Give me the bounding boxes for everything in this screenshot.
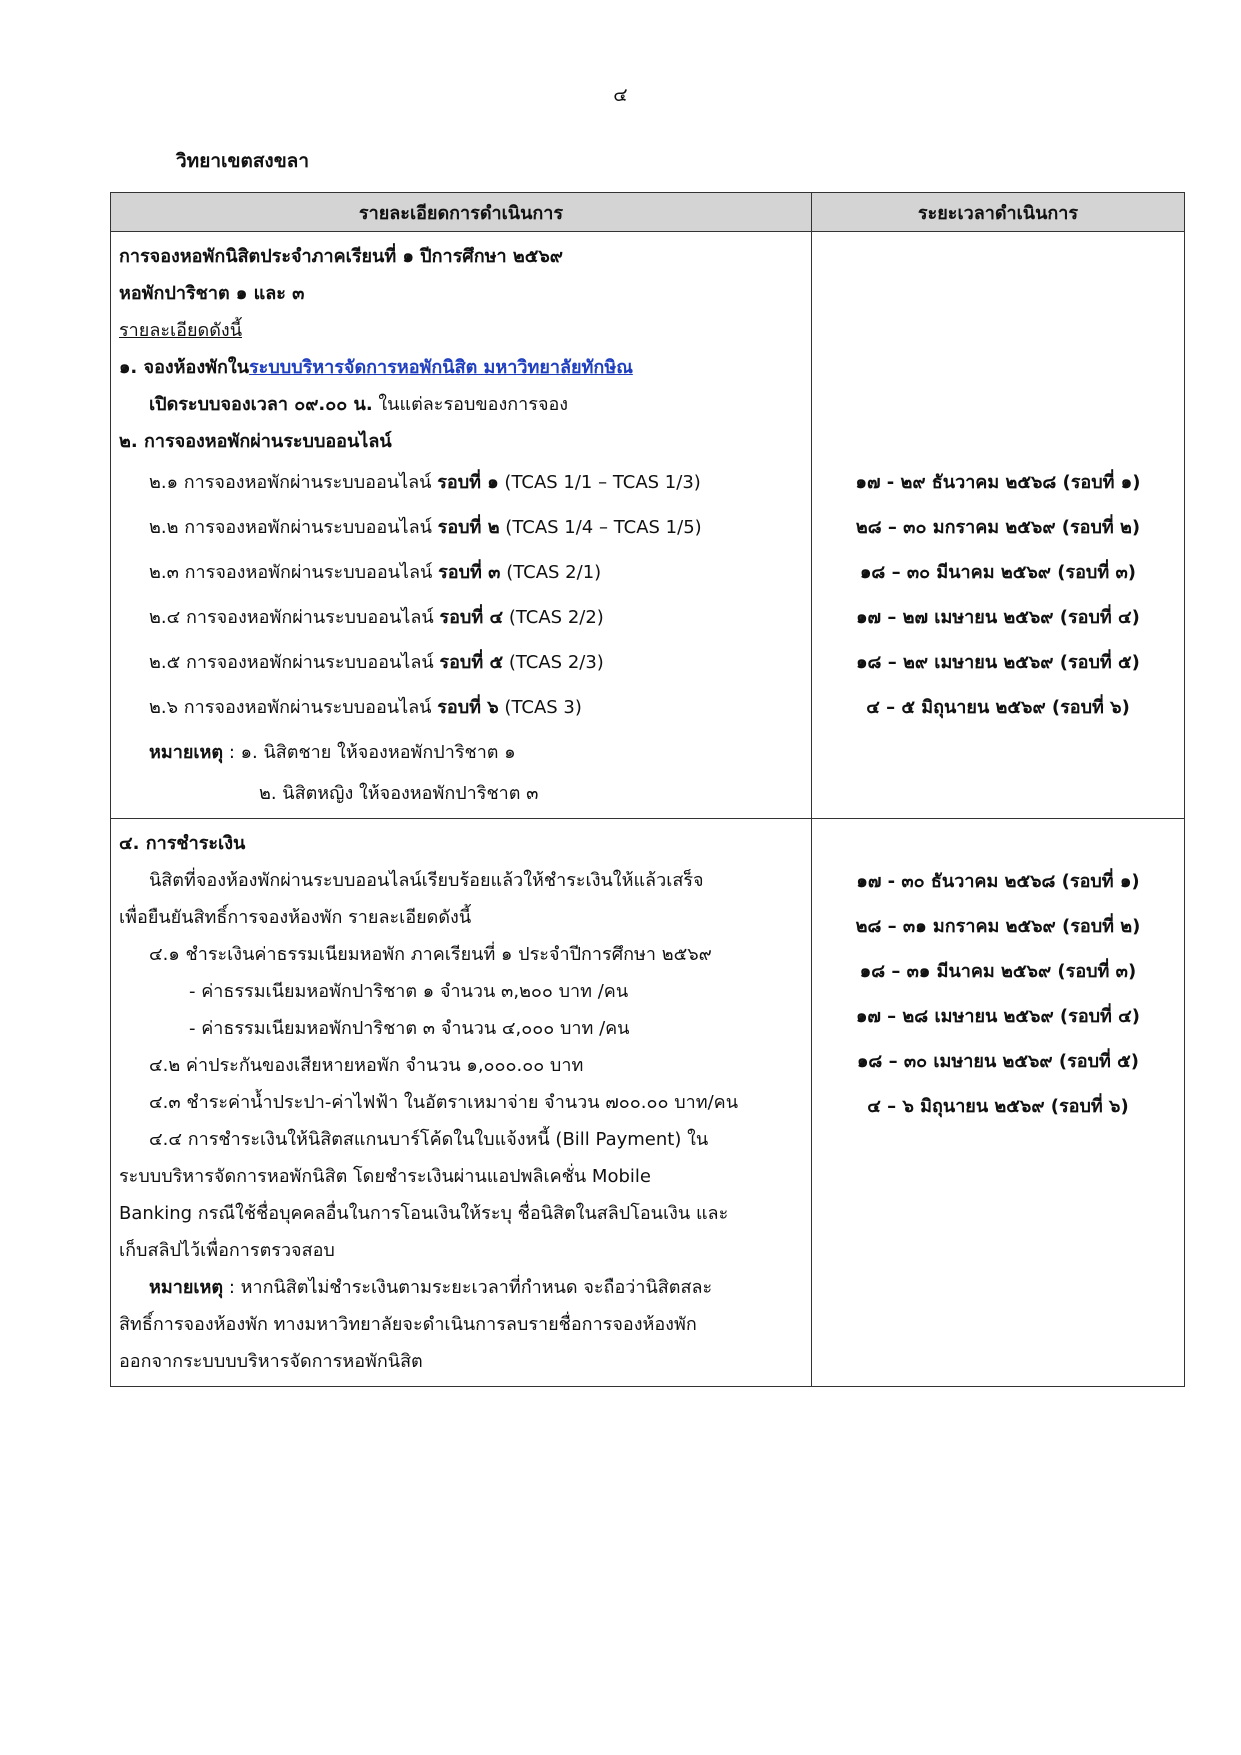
payment-4-1: ๔.๑ ชำระเงินค่าธรรมเนียมหอพัก ภาคเรียนที่ ๑ ประจำปีการศึกษา ๒๕๖๙ (149, 944, 712, 965)
note-2: ๒. นิสิตหญิง ให้จองหอพักปาริชาต ๓ (259, 783, 539, 804)
section1-title: การจองหอพักนิสิตประจำภาคเรียนที่ ๑ ปีการศึกษา ๒๕๖๙ (119, 246, 563, 267)
payment-date-1: ๑๗ - ๓๐ ธันวาคม ๒๕๖๘ (รอบที่ ๑) (856, 871, 1140, 892)
payment-intro: นิสิตที่จองห้องพักผ่านระบบออนไลน์เรียบร้อยแล้วให้ชำระเงินให้แล้วเสร็จ (149, 870, 704, 891)
open-time-rest: ในแต่ละรอบของการจอง (372, 394, 569, 415)
payment-date-3: ๑๘ – ๓๑ มีนาคม ๒๕๖๙ (รอบที่ ๓) (859, 961, 1137, 982)
payment-note-line2: สิทธิ์การจองห้องพัก ทางมหาวิทยาลัยจะดำเนินการลบรายชื่อการจองห้องพัก (119, 1314, 697, 1335)
round-label: รอบที่ ๖ (437, 697, 499, 718)
round-tcas: (TCAS 1/4 – TCAS 1/5) (505, 517, 702, 538)
page-number: ๔ (613, 84, 628, 106)
round-num: ๒.๓ (149, 562, 179, 583)
item2: ๒. การจองหอพักผ่านระบบออนไลน์ (119, 431, 392, 452)
round-text: การจองหอพักผ่านระบบออนไลน์ (183, 472, 432, 493)
open-time-bold: เปิดระบบจองเวลา ๐๙.๐๐ น. (149, 394, 373, 415)
payment-date-5: ๑๘ – ๓๐ เมษายน ๒๕๖๙ (รอบที่ ๕) (857, 1051, 1139, 1072)
round-item-6 (119, 685, 803, 730)
dorm-name: หอพักปาริชาต ๑ และ ๓ (119, 283, 305, 304)
round-item-5 (119, 640, 803, 685)
round-date-4: ๑๗ – ๒๗ เมษายน ๒๕๖๙ (รอบที่ ๔) (856, 607, 1140, 628)
round-date-6: ๔ – ๕ มิถุนายน ๒๕๖๙ (รอบที่ ๖) (866, 697, 1130, 718)
note-label: หมายเหตุ (149, 742, 224, 763)
round-date-3: ๑๘ – ๓๐ มีนาคม ๒๕๖๙ (รอบที่ ๓) (859, 562, 1136, 583)
payment-4-4-line2: ระบบบริหารจัดการหอพักนิสิต โดยชำระเงินผ่านแอปพลิเคชั่น Mobile (119, 1166, 651, 1187)
round-num: ๒.๑ (149, 472, 179, 493)
section4-title: ๔. การชำระเงิน (119, 833, 246, 854)
payment-intro-2: เพื่อยืนยันสิทธิ์การจองห้องพัก รายละเอียดดังนี้ (119, 907, 472, 928)
header-period: ระยะเวลาดำเนินการ (812, 193, 1185, 232)
schedule-table (110, 192, 1185, 1387)
item1-prefix: ๑. จองห้องพักใน (119, 357, 249, 378)
fee-parichat-1: - ค่าธรรมเนียมหอพักปาริชาต ๑ จำนวน ๓,๒๐๐ บาท /คน (189, 981, 629, 1002)
round-item-4 (119, 595, 803, 640)
payment-4-2: ๔.๒ ค่าประกันของเสียหายหอพัก จำนวน ๑,๐๐๐.๐๐ บาท (149, 1055, 584, 1076)
table-header-row (111, 193, 1185, 232)
section4-dates (812, 819, 1185, 1387)
open-time (119, 386, 803, 423)
round-tcas: (TCAS 1/1 – TCAS 1/3) (504, 472, 701, 493)
round-text: การจองหอพักผ่านระบบออนไลน์ (185, 652, 434, 673)
payment-date-2: ๒๘ – ๓๑ มกราคม ๒๕๖๙ (รอบที่ ๒) (855, 916, 1141, 937)
round-text: การจองหอพักผ่านระบบออนไลน์ (183, 697, 432, 718)
payment-4-3: ๔.๓ ชำระค่าน้ำประปา-ค่าไฟฟ้า ในอัตราเหมาจ่าย จำนวน ๗๐๐.๐๐ บาท/คน (149, 1092, 739, 1113)
round-num: ๒.๒ (149, 517, 179, 538)
table-row (111, 819, 1185, 1387)
details-label: รายละเอียดดังนี้ (119, 320, 243, 341)
payment-4-4-line3: Banking กรณีใช้ชื่อบุคคลอื่นในการโอนเงินให้ระบุ ชื่อนิสิตในสลิปโอนเงิน และ (119, 1203, 729, 1224)
round-tcas: (TCAS 2/1) (506, 562, 602, 583)
round-item-1 (119, 460, 803, 505)
payment-date-4: ๑๗ – ๒๘ เมษายน ๒๕๖๙ (รอบที่ ๔) (855, 1006, 1141, 1027)
round-text: การจองหอพักผ่านระบบออนไลน์ (185, 607, 434, 628)
round-date-2: ๒๘ – ๓๐ มกราคม ๒๕๖๙ (รอบที่ ๒) (855, 517, 1141, 538)
round-date-1: ๑๗ - ๒๙ ธันวาคม ๒๕๖๘ (รอบที่ ๑) (855, 472, 1141, 493)
dorm-system-link[interactable]: ระบบบริหารจัดการหอพักนิสิต มหาวิทยาลัยทักษิณ (249, 357, 633, 378)
round-text: การจองหอพักผ่านระบบออนไลน์ (184, 562, 433, 583)
campus-heading: วิทยาเขตสงขลา (176, 150, 309, 172)
payment-4-4-line1: ๔.๔ การชำระเงินให้นิสิตสแกนบาร์โค้ดในใบแจ้งหนี้ (Bill Payment) ใน (149, 1129, 709, 1150)
payment-4-4-line4: เก็บสลิปไว้เพื่อการตรวจสอบ (119, 1240, 335, 1261)
header-details: รายละเอียดการดำเนินการ (111, 193, 812, 232)
round-label: รอบที่ ๔ (439, 607, 504, 628)
note-1 (119, 730, 803, 775)
section1-details (111, 232, 812, 819)
fee-parichat-3: - ค่าธรรมเนียมหอพักปาริชาต ๓ จำนวน ๔,๐๐๐ บาท /คน (189, 1018, 630, 1039)
section1-dates (812, 232, 1185, 819)
round-label: รอบที่ ๑ (437, 472, 499, 493)
round-item-3 (119, 550, 803, 595)
round-tcas: (TCAS 2/2) (508, 607, 604, 628)
round-num: ๒.๖ (149, 697, 179, 718)
table-row (111, 232, 1185, 819)
round-date-5: ๑๘ – ๒๙ เมษายน ๒๕๖๙ (รอบที่ ๕) (856, 652, 1140, 673)
round-item-2 (119, 505, 803, 550)
round-num: ๒.๔ (149, 607, 181, 628)
payment-date-6: ๔ – ๖ มิถุนายน ๒๕๖๙ (รอบที่ ๖) (867, 1096, 1129, 1117)
round-tcas: (TCAS 3) (504, 697, 582, 718)
note-1-text: : ๑. นิสิตชาย ให้จองหอพักปาริชาต ๑ (223, 742, 516, 763)
section4-details (111, 819, 812, 1387)
round-label: รอบที่ ๒ (437, 517, 500, 538)
note-label: หมายเหตุ (149, 1277, 224, 1298)
round-text: การจองหอพักผ่านระบบออนไลน์ (184, 517, 432, 538)
item1 (119, 349, 803, 386)
round-label: รอบที่ ๓ (438, 562, 501, 583)
round-label: รอบที่ ๕ (439, 652, 504, 673)
payment-note-line1 (119, 1269, 803, 1306)
payment-note-text: : หากนิสิตไม่ชำระเงินตามระยะเวลาที่กำหนด จะถือว่านิสิตสละ (223, 1277, 713, 1298)
round-tcas: (TCAS 2/3) (508, 652, 604, 673)
round-num: ๒.๕ (149, 652, 181, 673)
payment-note-line3: ออกจากระบบบบริหารจัดการหอพักนิสิต (119, 1351, 423, 1372)
